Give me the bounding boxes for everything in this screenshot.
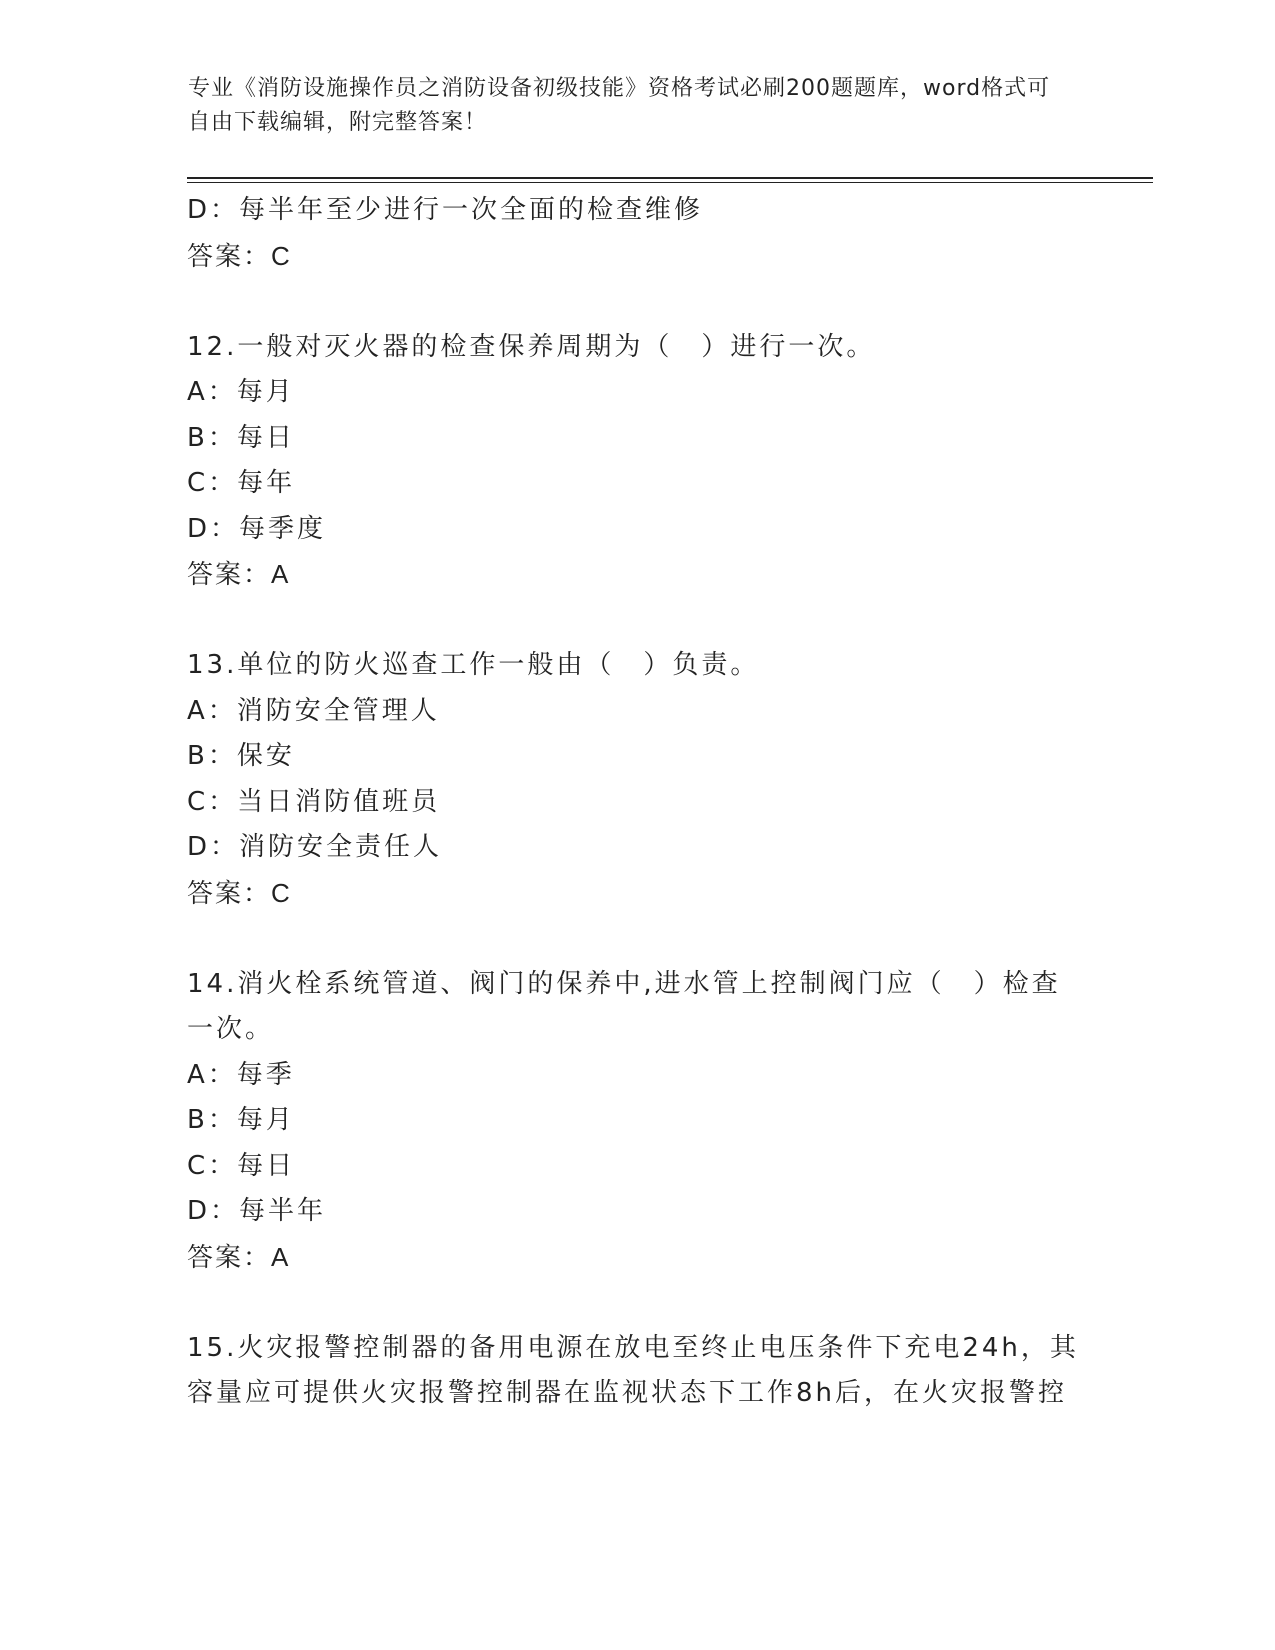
option-d: D：每半年 bbox=[187, 1196, 327, 1226]
option-a: A：消防安全管理人 bbox=[187, 695, 440, 726]
question-stem-14-line-2: 一次。 bbox=[187, 1014, 275, 1044]
spacer bbox=[187, 279, 1077, 325]
header-text: 专业《消防设施操作员之消防设备初级技能》资格考试必刷200题题库，word格式可自由下载编辑，附完整答案！ bbox=[188, 76, 1051, 135]
header-divider-thin bbox=[187, 182, 1153, 183]
question-stem-12: 12.一般对灭火器的检查保养周期为（ ）进行一次。 bbox=[187, 331, 876, 362]
answer-line: 答案：A bbox=[187, 559, 291, 589]
question-stem-15-line-1: 15.火灾报警控制器的备用电源在放电至终止电压条件下充电24h，其 bbox=[187, 1332, 1079, 1363]
header-divider-thick bbox=[187, 177, 1153, 179]
question-stem-14-line-1: 14.消火栓系统管道、阀门的保养中,进水管上控制阀门应（ ）检查 bbox=[187, 968, 1061, 999]
option-c: C：每年 bbox=[187, 468, 296, 498]
answer-line: 答案：C bbox=[187, 877, 292, 908]
option-c: C：每日 bbox=[187, 1150, 296, 1181]
option-b: B：每日 bbox=[187, 422, 295, 453]
option-d: D：每半年至少进行一次全面的检查维修 bbox=[187, 195, 704, 225]
question-list bbox=[187, 188, 1077, 1417]
document-header bbox=[188, 72, 1068, 140]
answer-line: 答案：C bbox=[187, 240, 292, 271]
option-d: D：消防安全责任人 bbox=[187, 832, 443, 862]
question-stem-15-line-2: 容量应可提供火灾报警控制器在监视状态下工作8h后，在火灾报警控 bbox=[187, 1378, 1068, 1408]
spacer bbox=[187, 916, 1077, 962]
question-stem-13: 13.单位的防火巡查工作一般由（ ）负责。 bbox=[187, 650, 760, 680]
option-a: A：每季 bbox=[187, 1059, 295, 1090]
option-c: C：当日消防值班员 bbox=[187, 786, 441, 817]
spacer bbox=[187, 1280, 1077, 1326]
answer-line: 答案：A bbox=[187, 1241, 291, 1272]
spacer bbox=[187, 598, 1077, 644]
option-d: D：每季度 bbox=[187, 513, 327, 544]
option-b: B：每月 bbox=[187, 1105, 295, 1135]
option-b: B：保安 bbox=[187, 741, 295, 771]
option-a: A：每月 bbox=[187, 377, 295, 407]
